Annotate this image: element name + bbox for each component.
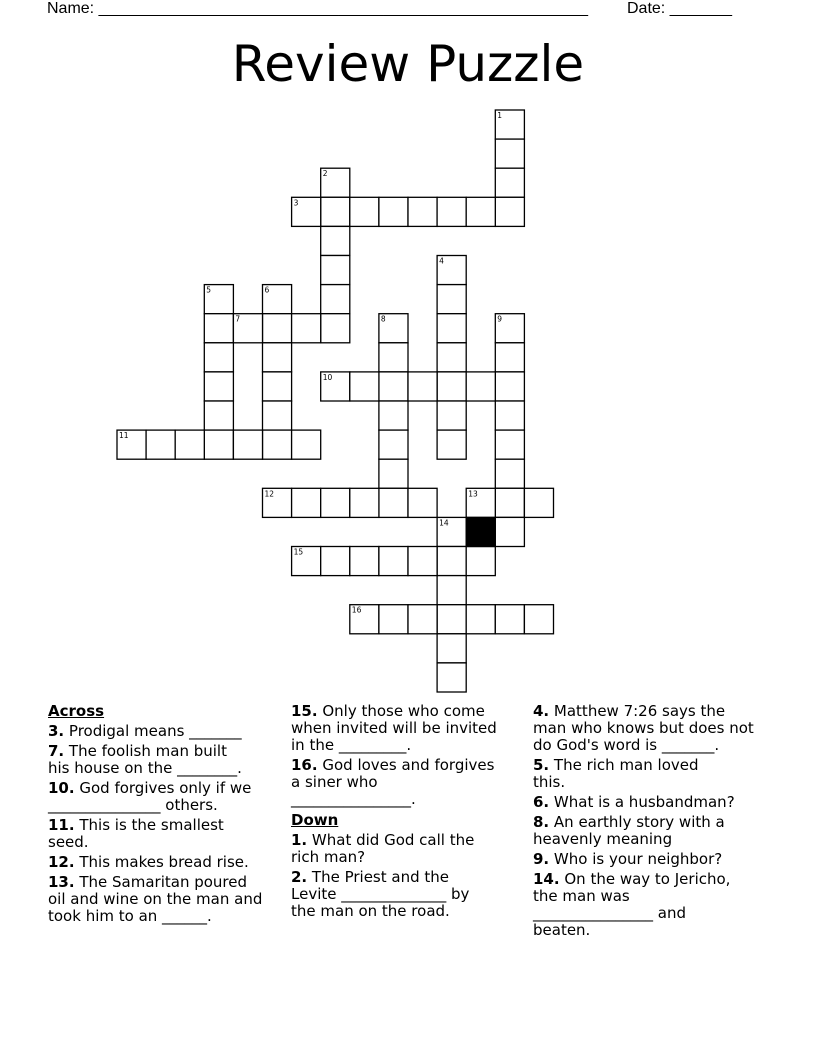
- clue-text-line: seed.: [48, 833, 89, 851]
- clue-number: 1.: [291, 831, 308, 849]
- grid-cell[interactable]: [292, 430, 321, 459]
- clue-text-line: man who knows but does not: [533, 719, 754, 737]
- grid-clue-number: 14: [439, 518, 449, 528]
- clue-text-line: oil and wine on the man and: [48, 890, 263, 908]
- across-clue: [48, 743, 283, 777]
- grid-clue-number: 15: [293, 547, 304, 557]
- grid-cell[interactable]: [466, 372, 495, 401]
- clue-text-line: in the _________.: [291, 736, 412, 754]
- grid-cell[interactable]: [495, 372, 524, 401]
- grid-cell[interactable]: [379, 488, 408, 517]
- grid-cell[interactable]: [321, 197, 350, 226]
- down-clue: [533, 871, 773, 939]
- down-clue: [533, 851, 773, 868]
- clue-number: 12.: [48, 853, 75, 871]
- across-clue: [48, 780, 283, 814]
- clue-number: 10.: [48, 779, 75, 797]
- down-clue: [291, 832, 526, 866]
- date-field-label: Date: _______: [627, 0, 732, 17]
- grid-clue-number: 8: [380, 314, 386, 324]
- grid-clue-number: 2: [322, 169, 328, 179]
- grid-cell[interactable]: [408, 547, 437, 576]
- clue-text-line: God forgives only if we: [79, 779, 252, 797]
- grid-clue-number: 11: [119, 431, 129, 441]
- grid-cell[interactable]: [495, 488, 524, 517]
- grid-cell[interactable]: [321, 285, 350, 314]
- clue-text-line: _______________ others.: [48, 796, 218, 814]
- down-clue: [291, 869, 526, 920]
- grid-cell[interactable]: [437, 285, 466, 314]
- clue-number: 3.: [48, 722, 65, 740]
- grid-cell[interactable]: [292, 314, 321, 343]
- grid-cell[interactable]: [466, 605, 495, 634]
- grid-cell[interactable]: [350, 197, 379, 226]
- grid-cell[interactable]: [437, 197, 466, 226]
- clue-number: 16.: [291, 756, 318, 774]
- grid-cell[interactable]: [263, 372, 292, 401]
- grid-cell[interactable]: [437, 576, 466, 605]
- clue-text-line: This is the smallest: [79, 816, 224, 834]
- grid-cell[interactable]: [379, 459, 408, 488]
- clue-text-line: this.: [533, 773, 566, 791]
- grid-cell[interactable]: [437, 401, 466, 430]
- clues-column-1: [48, 703, 283, 928]
- across-clue: [291, 703, 526, 754]
- grid-cell[interactable]: [408, 197, 437, 226]
- grid-cell[interactable]: [379, 547, 408, 576]
- grid-cell[interactable]: [408, 605, 437, 634]
- down-clue: [533, 794, 773, 811]
- name-field-label: Name: _______________________________________________________: [47, 0, 588, 17]
- grid-cell[interactable]: [437, 430, 466, 459]
- grid-cell[interactable]: [321, 226, 350, 255]
- grid-cell[interactable]: [495, 139, 524, 168]
- grid-cell[interactable]: [204, 372, 233, 401]
- clue-text-line: The foolish man built: [68, 742, 227, 760]
- grid-cell[interactable]: [379, 343, 408, 372]
- grid-cell[interactable]: [495, 401, 524, 430]
- across-clue: [48, 854, 283, 871]
- clue-text-line: do God's word is _______.: [533, 736, 720, 754]
- grid-cell[interactable]: [495, 430, 524, 459]
- clue-text-line: heavenly meaning: [533, 830, 673, 848]
- clue-number: 7.: [48, 742, 65, 760]
- across-clue: [48, 723, 283, 740]
- clue-text-line: his house on the ________.: [48, 759, 242, 777]
- grid-cell[interactable]: [263, 343, 292, 372]
- grid-cell[interactable]: [466, 197, 495, 226]
- grid-clue-number: 7: [235, 314, 241, 324]
- grid-cell[interactable]: [495, 605, 524, 634]
- grid-clue-number: 4: [439, 256, 444, 266]
- grid-cell[interactable]: [437, 372, 466, 401]
- clue-text-line: when invited will be invited: [291, 719, 497, 737]
- grid-cell[interactable]: [204, 401, 233, 430]
- grid-cell[interactable]: [292, 488, 321, 517]
- clue-text-line: Only those who come: [322, 702, 485, 720]
- clue-text-line: ________________.: [291, 790, 416, 808]
- clue-text-line: The Samaritan poured: [79, 873, 248, 891]
- clue-text-line: What is a husbandman?: [553, 793, 735, 811]
- clue-text-line: What did God call the: [311, 831, 475, 849]
- grid-cell[interactable]: [204, 314, 233, 343]
- grid-cell[interactable]: [437, 314, 466, 343]
- down-clue: [533, 757, 773, 791]
- clue-text-line: Levite ______________ by: [291, 885, 470, 903]
- across-clue: [48, 874, 283, 925]
- grid-clue-number: 12: [264, 489, 275, 499]
- clue-text-line: On the way to Jericho,: [564, 870, 731, 888]
- across-heading: Across: [48, 702, 105, 720]
- clue-number: 14.: [533, 870, 560, 888]
- clue-text-line: beaten.: [533, 921, 591, 939]
- clue-number: 15.: [291, 702, 318, 720]
- clue-number: 9.: [533, 850, 550, 868]
- page-title: Review Puzzle: [231, 35, 585, 93]
- grid-cell[interactable]: [437, 547, 466, 576]
- grid-cell[interactable]: [321, 256, 350, 285]
- grid-cell[interactable]: [379, 401, 408, 430]
- clue-text-line: God loves and forgives: [322, 756, 495, 774]
- grid-cell[interactable]: [204, 343, 233, 372]
- grid-cell[interactable]: [495, 168, 524, 197]
- grid-cell[interactable]: [379, 430, 408, 459]
- grid-clue-number: 16: [351, 605, 362, 615]
- clue-text-line: This makes bread rise.: [79, 853, 249, 871]
- clue-text-line: the man was: [533, 887, 630, 905]
- grid-cell[interactable]: [437, 605, 466, 634]
- clue-text-line: Who is your neighbor?: [553, 850, 723, 868]
- clue-number: 8.: [533, 813, 550, 831]
- clue-number: 6.: [533, 793, 550, 811]
- grid-cell[interactable]: [350, 547, 379, 576]
- grid-cell[interactable]: [379, 197, 408, 226]
- grid-cell[interactable]: [437, 634, 466, 663]
- clue-text-line: Matthew 7:26 says the: [553, 702, 726, 720]
- grid-clue-number: 3: [293, 198, 299, 208]
- grid-clue-number: 9: [497, 314, 503, 324]
- grid-cell[interactable]: [321, 314, 350, 343]
- across-clue: [48, 817, 283, 851]
- grid-cell[interactable]: [495, 459, 524, 488]
- grid-cell[interactable]: [350, 488, 379, 517]
- down-heading: Down: [291, 811, 339, 829]
- grid-cell[interactable]: [495, 343, 524, 372]
- grid-cell[interactable]: [233, 430, 262, 459]
- clues-column-2: [291, 703, 526, 923]
- clue-text-line: took him to an ______.: [48, 907, 212, 925]
- grid-cell[interactable]: [321, 547, 350, 576]
- grid-cell[interactable]: [495, 197, 524, 226]
- clue-text-line: Prodigal means _______: [68, 722, 242, 740]
- grid-clue-number: 5: [206, 285, 212, 295]
- grid-cell[interactable]: [146, 430, 175, 459]
- down-clue: [533, 814, 773, 848]
- clue-text-line: ________________ and: [533, 904, 686, 922]
- clue-text-line: the man on the road.: [291, 902, 450, 920]
- grid-cell[interactable]: [524, 605, 553, 634]
- grid-cell[interactable]: [408, 488, 437, 517]
- clue-number: 4.: [533, 702, 550, 720]
- grid-clue-number: 10: [322, 372, 333, 382]
- grid-cell[interactable]: [408, 372, 437, 401]
- clue-number: 13.: [48, 873, 75, 891]
- grid-clue-number: 6: [264, 285, 270, 295]
- grid-cell[interactable]: [321, 488, 350, 517]
- clue-text-line: The rich man loved: [553, 756, 699, 774]
- grid-cell[interactable]: [437, 343, 466, 372]
- across-clue: [291, 757, 526, 808]
- clue-text-line: An earthly story with a: [553, 813, 725, 831]
- grid-cell[interactable]: [263, 401, 292, 430]
- down-clue: [533, 703, 773, 754]
- clue-text-line: The Priest and the: [311, 868, 450, 886]
- clues-column-3: [533, 703, 773, 942]
- grid-cell[interactable]: [350, 372, 379, 401]
- grid-cell[interactable]: [466, 547, 495, 576]
- grid-cell[interactable]: [204, 430, 233, 459]
- grid-cell[interactable]: [495, 517, 524, 546]
- grid-cell[interactable]: [379, 605, 408, 634]
- grid-clue-number: 13: [468, 489, 478, 499]
- clue-text-line: a siner who: [291, 773, 378, 791]
- clue-number: 5.: [533, 756, 550, 774]
- clue-number: 2.: [291, 868, 308, 886]
- clue-number: 11.: [48, 816, 75, 834]
- grid-clue-number: 1: [497, 111, 503, 120]
- grid-cell[interactable]: [263, 314, 292, 343]
- clue-text-line: rich man?: [291, 848, 366, 866]
- grid-cell[interactable]: [263, 430, 292, 459]
- grid-cell[interactable]: [379, 372, 408, 401]
- grid-black-cell: [466, 517, 495, 546]
- grid-cell[interactable]: [437, 663, 466, 692]
- grid-cell[interactable]: [175, 430, 204, 459]
- grid-cell[interactable]: [524, 488, 553, 517]
